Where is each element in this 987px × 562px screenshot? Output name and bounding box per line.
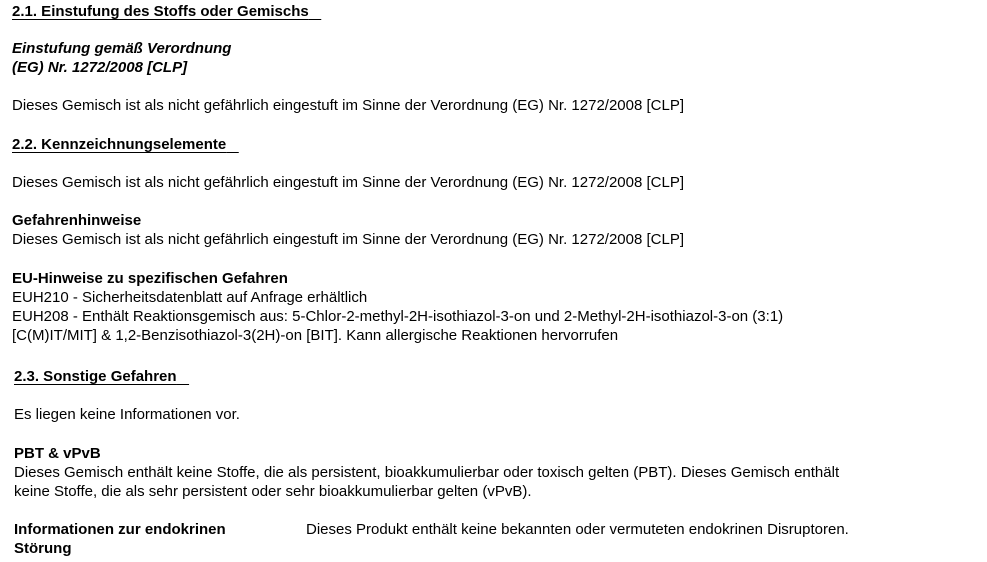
hazard-statements-title: Gefahrenhinweise	[12, 212, 142, 229]
hazard-statements-text: Dieses Gemisch ist als nicht gefährlich eingestuft im Sinne der Verordnung (EG) Nr. 1272/2008 [CLP]	[12, 231, 685, 248]
endocrine-label-line1: Informationen zur endokrinen	[14, 521, 226, 538]
endocrine-label-line2: Störung	[14, 540, 72, 557]
euh210-line: EUH210 - Sicherheitsdatenblatt auf Anfrage erhältlich	[12, 289, 368, 306]
pbt-title: PBT & vPvB	[14, 445, 101, 462]
euh208-line: EUH208 - Enthält Reaktionsgemisch aus: 5-Chlor-2-methyl-2H-isothiazol-3-on und 2-Methyl-2H-isothiazol-3-on (3:1)	[12, 308, 784, 325]
section-2-1-heading: 2.1. Einstufung des Stoffs oder Gemischs	[12, 3, 309, 20]
section-2-2-heading: 2.2. Kennzeichnungselemente	[12, 136, 227, 153]
classification-subheading-line2: (EG) Nr. 1272/2008 [CLP]	[12, 59, 188, 76]
labelling-text: Dieses Gemisch ist als nicht gefährlich eingestuft im Sinne der Verordnung (EG) Nr. 1272/2008 [CLP]	[12, 174, 685, 191]
eu-statements-title: EU-Hinweise zu spezifischen Gefahren	[12, 270, 288, 287]
pbt-text-line1: Dieses Gemisch enthält keine Stoffe, die als persistent, bioakkumulierbar oder toxisch gelten (PBT). Dieses Gemisch enthält	[14, 464, 840, 481]
other-hazards-text: Es liegen keine Informationen vor.	[14, 406, 240, 423]
classification-text: Dieses Gemisch ist als nicht gefährlich eingestuft im Sinne der Verordnung (EG) Nr. 1272/2008 [CLP]	[12, 97, 685, 114]
section-2-3-heading: 2.3. Sonstige Gefahren	[14, 368, 177, 385]
classification-subheading-line1: Einstufung gemäß Verordnung	[12, 40, 232, 57]
endocrine-value: Dieses Produkt enthält keine bekannten oder vermuteten endokrinen Disruptoren.	[306, 521, 849, 538]
euh208-line-continued: [C(M)IT/MIT] & 1,2-Benzisothiazol-3(2H)-on [BIT]. Kann allergische Reaktionen hervorrufen	[12, 327, 619, 344]
pbt-text-line2: keine Stoffe, die als sehr persistent oder sehr bioakkumulierbar gelten (vPvB).	[14, 483, 532, 500]
